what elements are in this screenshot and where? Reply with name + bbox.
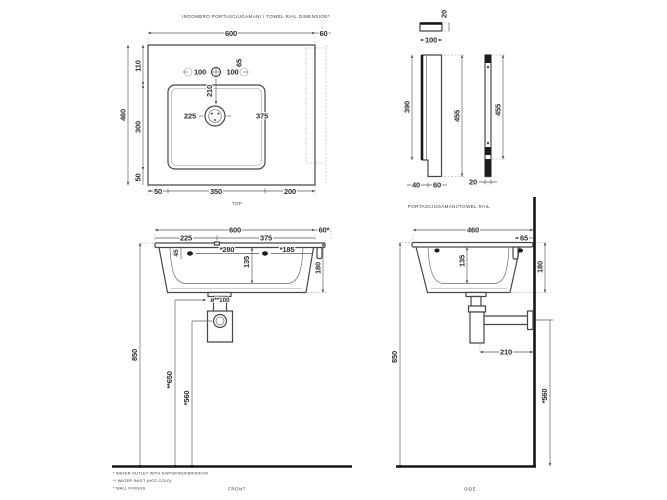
side-wall-flange <box>528 311 534 330</box>
dim-side-210: 210 <box>500 347 512 357</box>
dim-front-185: *185 <box>279 244 295 254</box>
dim-front-560: *560 <box>182 390 191 406</box>
dim-railside-20: 20 <box>469 177 477 187</box>
front-body <box>159 248 314 293</box>
rail-views-label: PORTASCIUGAMANI/TOWEL RAIL <box>407 204 491 209</box>
dim-side-460: 460 <box>467 225 479 235</box>
front-rail-bracket <box>317 248 322 259</box>
towel-rail-note: INGOMBRO PORTASCIUGAMANI / TOWEL RAIL DIMENSION* <box>181 14 331 19</box>
drain-outer <box>205 106 225 126</box>
dim-front-45: 45 <box>173 249 180 257</box>
dim-side-850: 850 <box>390 351 399 363</box>
dim-front-225: 225 <box>180 233 192 243</box>
front-view-label: FRONT <box>228 486 246 492</box>
side-tailpipe <box>471 297 481 307</box>
dim-drain-375: 375 <box>256 111 268 121</box>
dim-top-110: 110 <box>133 60 143 72</box>
side-fixing-hole-back <box>518 249 523 253</box>
side-trap-ring <box>469 306 486 312</box>
side-bowl <box>428 247 509 284</box>
drain-hole <box>214 119 216 121</box>
side-body <box>416 247 520 293</box>
dim-top-300: 300 <box>133 121 143 133</box>
rail-screw <box>487 66 489 68</box>
footnote-1: * WATER OUTLET WITH SISPSIFNSIFBRISIFCM <box>113 470 208 476</box>
front-rim <box>155 243 325 248</box>
dim-front-280: *280 <box>219 244 235 254</box>
footnote-3: * WALL FIXINGS <box>113 485 146 491</box>
dim-side-135: 135 <box>457 255 467 267</box>
footnote-2: ** WATER INLET (HOT-COLD) <box>113 478 172 483</box>
dim-top-200: 200 <box>284 186 296 196</box>
dim-top-460: 460 <box>118 109 128 121</box>
side-view-label: SIDE <box>463 486 477 492</box>
dim-drain-225: 225 <box>184 111 196 121</box>
top-view <box>119 14 332 206</box>
dim-drain-210: 210 <box>205 85 214 97</box>
drain-hole <box>218 113 220 115</box>
dim-railside-455: 455 <box>493 104 503 116</box>
dim-top-width: 600 <box>225 28 237 38</box>
towel-rail-front-view <box>403 10 465 190</box>
dim-top-350: 350 <box>210 186 222 196</box>
dim-side-180: 180 <box>535 261 545 273</box>
basin-outline <box>168 85 265 169</box>
dim-front-850: 850 <box>130 349 139 361</box>
dim-front-650: **650 <box>165 371 174 389</box>
dim-tap-65: 65 <box>234 59 244 67</box>
dim-top-50-left: 50 <box>133 173 143 182</box>
side-waste-pipe <box>484 316 528 325</box>
dim-front-375: 375 <box>260 233 272 243</box>
rail-bar-foot <box>485 159 491 177</box>
side-trap-body <box>470 312 484 343</box>
dim-rail-20: 20 <box>439 10 449 18</box>
drain-hole <box>211 113 213 115</box>
dim-tap-100-left: 100 <box>194 67 206 77</box>
front-view <box>112 226 352 492</box>
rail-bracket-profile <box>422 55 442 177</box>
dim-front-60: 60* <box>318 225 330 235</box>
dim-rail-60: 60 <box>433 180 441 190</box>
front-fixing-hole-left <box>187 251 193 255</box>
dim-top-rail: 60 <box>319 28 328 38</box>
side-view <box>390 197 553 492</box>
dim-rail-40: 40 <box>412 180 420 190</box>
rail-bar-cap <box>485 55 491 63</box>
dim-side-560: *560 <box>540 388 549 404</box>
dim-rail-390: 390 <box>402 101 412 113</box>
rail-bar-side <box>485 55 491 177</box>
top-view-label: TOP <box>231 201 243 206</box>
dim-front-dia100: ø**100 <box>210 297 230 305</box>
dim-front-600: 600 <box>229 225 241 235</box>
rail-bar-clamp <box>485 147 491 155</box>
rail-screw <box>487 142 489 144</box>
dim-rail-100: 100 <box>425 35 437 45</box>
basin-inner-rim <box>172 89 262 166</box>
side-fixing-hole-front <box>434 249 439 253</box>
dim-front-180: 180 <box>313 262 323 274</box>
dim-rail-455: 455 <box>452 110 462 122</box>
dim-tap-100-right: 100 <box>226 67 239 77</box>
side-rim <box>412 243 533 248</box>
front-trap-nut <box>214 315 227 328</box>
dim-front-135: 135 <box>242 256 251 268</box>
dim-top-50-bottom: 50 <box>154 186 162 196</box>
front-fixing-hole-right <box>262 251 268 255</box>
dim-side-65: 65 <box>520 233 528 243</box>
